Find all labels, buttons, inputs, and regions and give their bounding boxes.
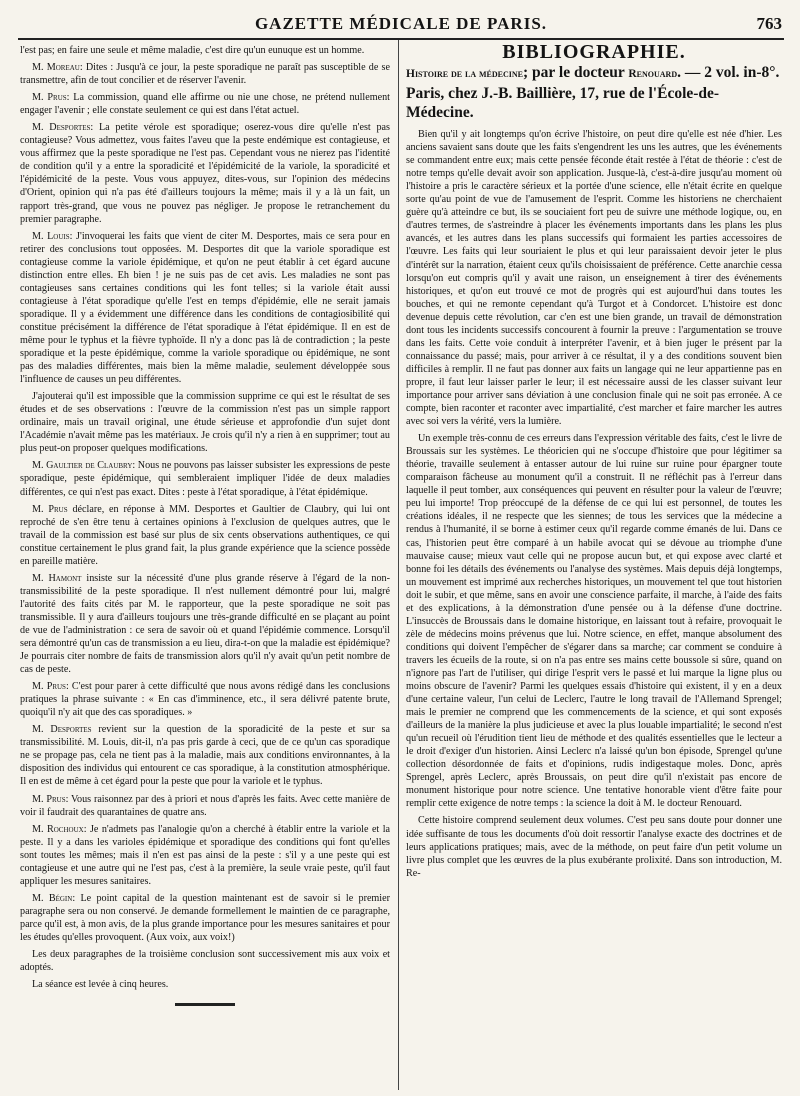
book-author: Renouard [628, 68, 678, 81]
speaker-name: M. Prus [32, 681, 66, 693]
speaker-name: M. Moreau [32, 62, 80, 74]
speaker-name: M. Hamont [32, 572, 82, 584]
journal-title: GAZETTE MÉDICALE DE PARIS. [254, 14, 548, 33]
left-column [20, 44, 390, 1089]
paragraph: Cette histoire comprend seulement deux volumes. C'est peu sans doute pour donner une idée suffisante de tous les documents d'où doit ressortir l'analyse exacte des doctrines et de leurs applications pratiques; mais, avec de la méthode, on peut faire d'un petit volume un livre plus complet que les œuvres de la plus exubérante prolixité. Dans son introduction, M. Re- [406, 815, 782, 879]
paragraph: Les deux paragraphes de la troisième conclusion sont successivement mis aux voix et adoptés. [20, 949, 390, 974]
paragraph: M. Hamont insiste sur la nécessité d'une plus grande réserve à l'égard de la non-transmissibilité de la peste sporadique. Il n'est nullement démontré pour lui, malgré l'autorité des faits cités par M. le rapporteur, que la peste sporadique ne soit pas transmissible. Il y aura d'ailleurs toujours une très-grande difficulté en se plaçant au point de vue de l'administration : ce sera de savoir où et quand l'épidémie commence. Lorsqu'il sera démontré qu'un cas de transmission a eu lieu, dira-t-on que la maladie est épidémique? Je pourrais citer nombre de faits de transmission alors qu'il n'y avait qu'un petit nombre de cas de peste. [20, 572, 390, 676]
speaker-name: M. Gaultier de Claubry [32, 460, 133, 472]
speaker-name: M. Prus [32, 503, 68, 515]
book-reference: Histoire de la médecine; par le docteur Renouard. — 2 vol. in-8°. Paris, chez J.-B. Baillière, 17, rue de l'École-de-Médecine. [406, 64, 780, 122]
right-column [406, 44, 782, 1089]
paragraph: M. Desportes: La petite vérole est sporadique; oserez-vous dire qu'elle n'est pas contagieuse? Vous admettez, vous faites l'aveu que la peste endémique est contagieuse, et vous affirmez que la peste sporadique ne l'est pas. Cependant vous ne nierez pas l'identité de condition qu'il y a entre la sporadicité et l'épidémicité de la variole, la sporadicité et l'épidémicité de la peste. Vous vous appuyez, dites-vous, sur l'opinion des médecins d'Orient, opinion qui n'a pas été d'ailleurs toujours la même; mais il y a là un fait, un rapport très-grand, que vous ne pouvez pas négliger. Je propose le retranchement du premier paragraphe. [20, 122, 390, 225]
header-rule [18, 38, 784, 40]
paragraph: M. Moreau: Dites : Jusqu'à ce jour, la peste sporadique ne paraît pas susceptible de se transmettre, afin de tout concilier et de réserver l'avenir. [20, 62, 390, 87]
paragraph: Bien qu'il y ait longtemps qu'on écrive l'histoire, on peut dire qu'elle est née d'hier. Les anciens savaient sans doute que les faits s'engendrent les uns les autres, que les événements se commandent entre eux; mais cette pensée féconde était restée à l'état de théorie : c'est de notre temps qu'elle devait avoir son application. Jusque-là, c'est-à-dire jusqu'au moment où l'histoire a pris le caractère sérieux et la portée d'une science, elle n'était écrite en quelque sorte qu'au point de vue de l'amusement de l'esprit. Comme les historiens ne cherchaient guère qu'à atteindre ce but, ils se souciaient fort peu de suivre une méthode logique, ou, en d'autres termes, de s'astreindre à placer les événements importants dans les plans les plus avancés, et les autres dans les plans successifs qui formaient les parties accessoires de l'œuvre. Les faits qui leur souriaient le plus et qui leur paraissaient devoir jeter le plus d'intérêt sur la narration, étaient ceux qu'ils choisissaient de préférence. Cette anarchie cessa lorsqu'on eut compris qu'il y avait une raison, un enseignement à tirer des événements historiques, et qu'on eut trouvé ce mot de progrès qui est aujourd'hui dans toutes les bouches, et qui ne remonte cependant qu'à Turgot et à Condorcet. L'histoire est donc devenue depuis cette révolution, car c'en est une bien grande, un travail de démonstration dont tous les incidents successifs concourent à fournir la preuve : l'argumentation se trouve dans les faits. Cette voie conduit à interpréter l'avenir, et à bien juger le présent par la connaissance du passé; mais, pour arriver à ce résultat, il y a des conditions souvent bien difficiles à remplir. Il ne faut pas donner aux faits un langage qui ne leur appartienne pas en propre, il faut leur laisser parler le leur; il est nécessaire aussi de les classer suivant leur importance pour arriver sans déviation à une conclusion finale qui ne soit pas erronée. A ce compte, bien raconter et raconter avec impartialité, c'est marcher et faire marcher les autres avec soi vers la vérité, vers la lumière. [406, 129, 782, 428]
speaker-name: M. Desportes [32, 724, 92, 736]
page-number: 763 [756, 14, 782, 33]
paragraph: M. Prus déclare, en réponse à MM. Desportes et Gaultier de Claubry, qui lui ont reproché de s'en être tenu à certaines opinions à l'exclusion de quelques autres, que le travail de la commission est basé sur plus de six cents observations authentiques, ce qui constitue certainement le plus grand fait, la plus grande expérience que la science possède en pareille matière. [20, 503, 390, 567]
speaker-name: M. Rochoux [32, 823, 84, 835]
end-rule [175, 1003, 235, 1006]
paragraph: M. Prus: Vous raisonnez par des à priori et nous d'après les faits. Avec cette manière de voir il faudrait des quarantaines de quatre ans. [20, 793, 390, 818]
book-title: Histoire de la médecine [406, 68, 524, 81]
paragraph: J'ajouterai qu'il est impossible que la commission supprime ce qui est le résultat de ses études et de ses observations : l'œuvre de la commission n'est pas un simple rapport ordinaire, mais un travail original, une étude sérieuse et approfondie d'un sujet dont l'Académie n'avait même pas les matériaux. Je crois qu'il n'y a rien à en supprimer; tout au plus peut-on proposer quelques modifications. [20, 391, 390, 455]
speaker-name: M. Prus [32, 793, 66, 805]
paragraph: M. Desportes revient sur la question de la sporadicité de la peste et sur sa transmissibilité. M. Louis, dit-il, n'a pas pris garde à ceci, que de ce qu'un cas sporadique ne se propage pas, cela ne tient pas à la maladie, mais aux conditions environnantes, à la disposition des individus qui entourent ce cas sporadique, à la constitution atmosphérique. Il en est de même à cet égard pour la peste que pour la variole et le typhus. [20, 724, 390, 788]
paragraph: Un exemple très-connu de ces erreurs dans l'expression véritable des faits, c'est le livre de Broussais sur les systèmes. Le théoricien qui ne s'occupe d'histoire que pour légitimer sa théorie, travaille seulement à entasser autour de lui ruine sur ruine pour épargner toute comparaison fâcheuse au monument qu'il a construit. Il ne réfléchit pas à l'erreur dans laquelle il peut tomber, aux conséquences qui peuvent en résulter pour la valeur de l'œuvre; peu lui importe! Trop préoccupé de la défense de ce qui lui est personnel, de toutes les créations idéales, il ne respecte que les siennes; de tous les services que la médecine a rendus à l'humanité, il se borne à estimer ceux qu'il regarde comme émanés de lui. Dans ce cas, l'historien peut être comparé à un habile avocat qui se dévoue au triomphe d'une mauvaise cause; mieux vaut celle qui ne propose aucun but, et qui expose avec clarté et bonne foi les détails des événements ou l'analyse des systèmes. Mais depuis déjà longtemps, un mouvement est imprimé aux recherches historiques, un mouvement tel que tout historien doit le subir, et que même, sans en avoir une conscience parfaite, il marche, à l'aide des faits et des explications, à la démonstration d'une pensée ou à la défense d'une doctrine. L'insuccès de Broussais dans le domaine historique, en laissant tout à refaire, provoquait le zèle de médecins moins prévenus que lui. Notre science, en effet, manque absolument des conditions qui doivent l'empêcher de s'égarer dans sa marche; car comment se conduire à travers les écueils de la route, si on n'a pas entre ses mains cette boussole si sûre, quand on n'ignore pas l'art de l'utiliser, qui dirige l'esprit vers le passé et lui marque la ligne plus ou moins obscure de l'avenir? Parmi les quelques essais d'histoire qui existent, il y en a deux d'une certaine valeur, l'un celui de Leclerc, l'autre le long travail de l'Allemand Sprengel; mais le premier ne comprend que les commencements de la science, et qui sont exposés d'ailleurs de la manière la plus judicieuse et avec la plus louable impartialité; le second n'est qu'un recueil où l'érudition tient lieu de méthode et des qualités essentielles que le lecteur a le droit d'exiger d'un historien. Ainsi Leclerc n'a laissé qu'un bon épisode, Sprengel qu'une collection désordonnée de faits et d'opinions, rudis indigestaque moles. Donc, après Sprengel, après Leclerc, après Broussais, on peut dire qu'il n'existait pas encore de monument historique pour notre science. Une tentative honorable vient d'être faite pour remplir cette exigence de notre temps : la science la doit à M. le docteur Renouard. [406, 433, 782, 810]
paragraph: M. Rochoux: Je n'admets pas l'analogie qu'on a cherché à établir entre la variole et la peste. Il y a dans les varioles épidémique et sporadique des conditions qui font qu'elles sont toutes les mêmes; mais il n'en est pas ainsi de la peste : s'il y a une peste qui est contagieuse et une autre qui ne l'est pas, c'est à la première, la seule vraie peste, qu'il faut appliquer les mesures sanitaires. [20, 823, 390, 887]
speaker-name: M. Desportes [32, 122, 91, 134]
page-header [20, 6, 782, 42]
paragraph: M. Gaultier de Claubry: Nous ne pouvons pas laisser subsister les expressions de peste sporadique, peste épidémique, qui sembleraient impliquer l'idée de deux maladies différentes, ce qui n'est pas exact. Dites : peste à l'état sporadique, à l'état épidémique. [20, 460, 390, 498]
paragraph: l'est pas; en faire une seule et même maladie, c'est dire qu'un eunuque est un homme. [20, 45, 365, 56]
closing-line: La séance est levée à cinq heures. [32, 979, 169, 991]
section-title: BIBLIOGRAPHIE. [502, 44, 686, 63]
column-divider [398, 40, 399, 1090]
paragraph: M. Louis: J'invoquerai les faits que vient de citer M. Desportes, mais ce sera pour en retirer des conclusions tout opposées. M. Desportes dit que la variole sporadique est contagieuse comme la variole épidémique, et qu'on ne peut établir à cet égard aucune distinction entre elles. Eh bien ! je ne suis pas de cet avis. Les maladies ne sont pas contagieuses sans certaines conditions qui les font telles; si la variole était aussi contagieuse à l'état sporadique qu'elle l'est en temps d'épidémie, elle ne serait jamais sporadique. Il y a évidemment une différence dans les conditions de contagiosibilité qui constitue précisément la différence de l'état sporadique à l'état épidémique. Il en est de même pour le typhus et la fièvre typhoïde. Il n'y a donc pas là de contradiction ; la peste sporadique et la peste épidémique, comme la variole sporadique ou épidémique, ne sont pas des maladies différentes, mais bien la même maladie, seulement développée sous l'influence de causes un peu différentes. [20, 230, 390, 386]
speaker-name: M. Louis [32, 230, 70, 242]
paragraph: M. Bégin: Le point capital de la question maintenant est de savoir si le premier paragraphe sera ou non conservé. Je demande formellement le maintien de ce paragraphe, parce qu'il est, à mon avis, de la plus grande importance pour les mesures sanitaires et pour les études qu'elles provoquent. (Aux voix, aux voix!) [20, 892, 390, 943]
paragraph: M. Prus: La commission, quand elle affirme ou nie une chose, ne prétend nullement engager l'avenir ; elle constate seulement ce qui est dans l'état actuel. [20, 92, 390, 117]
speaker-name: M. Bégin [32, 892, 73, 904]
speaker-name: M. Prus [32, 92, 67, 104]
paragraph: M. Prus: C'est pour parer à cette difficulté que nous avons rédigé dans les conclusions pratiques la phrase suivante : « En cas d'imminence, etc., il sera délivré patente brute, quoiqu'il n'y ait que des cas sporadiques. » [20, 681, 390, 719]
